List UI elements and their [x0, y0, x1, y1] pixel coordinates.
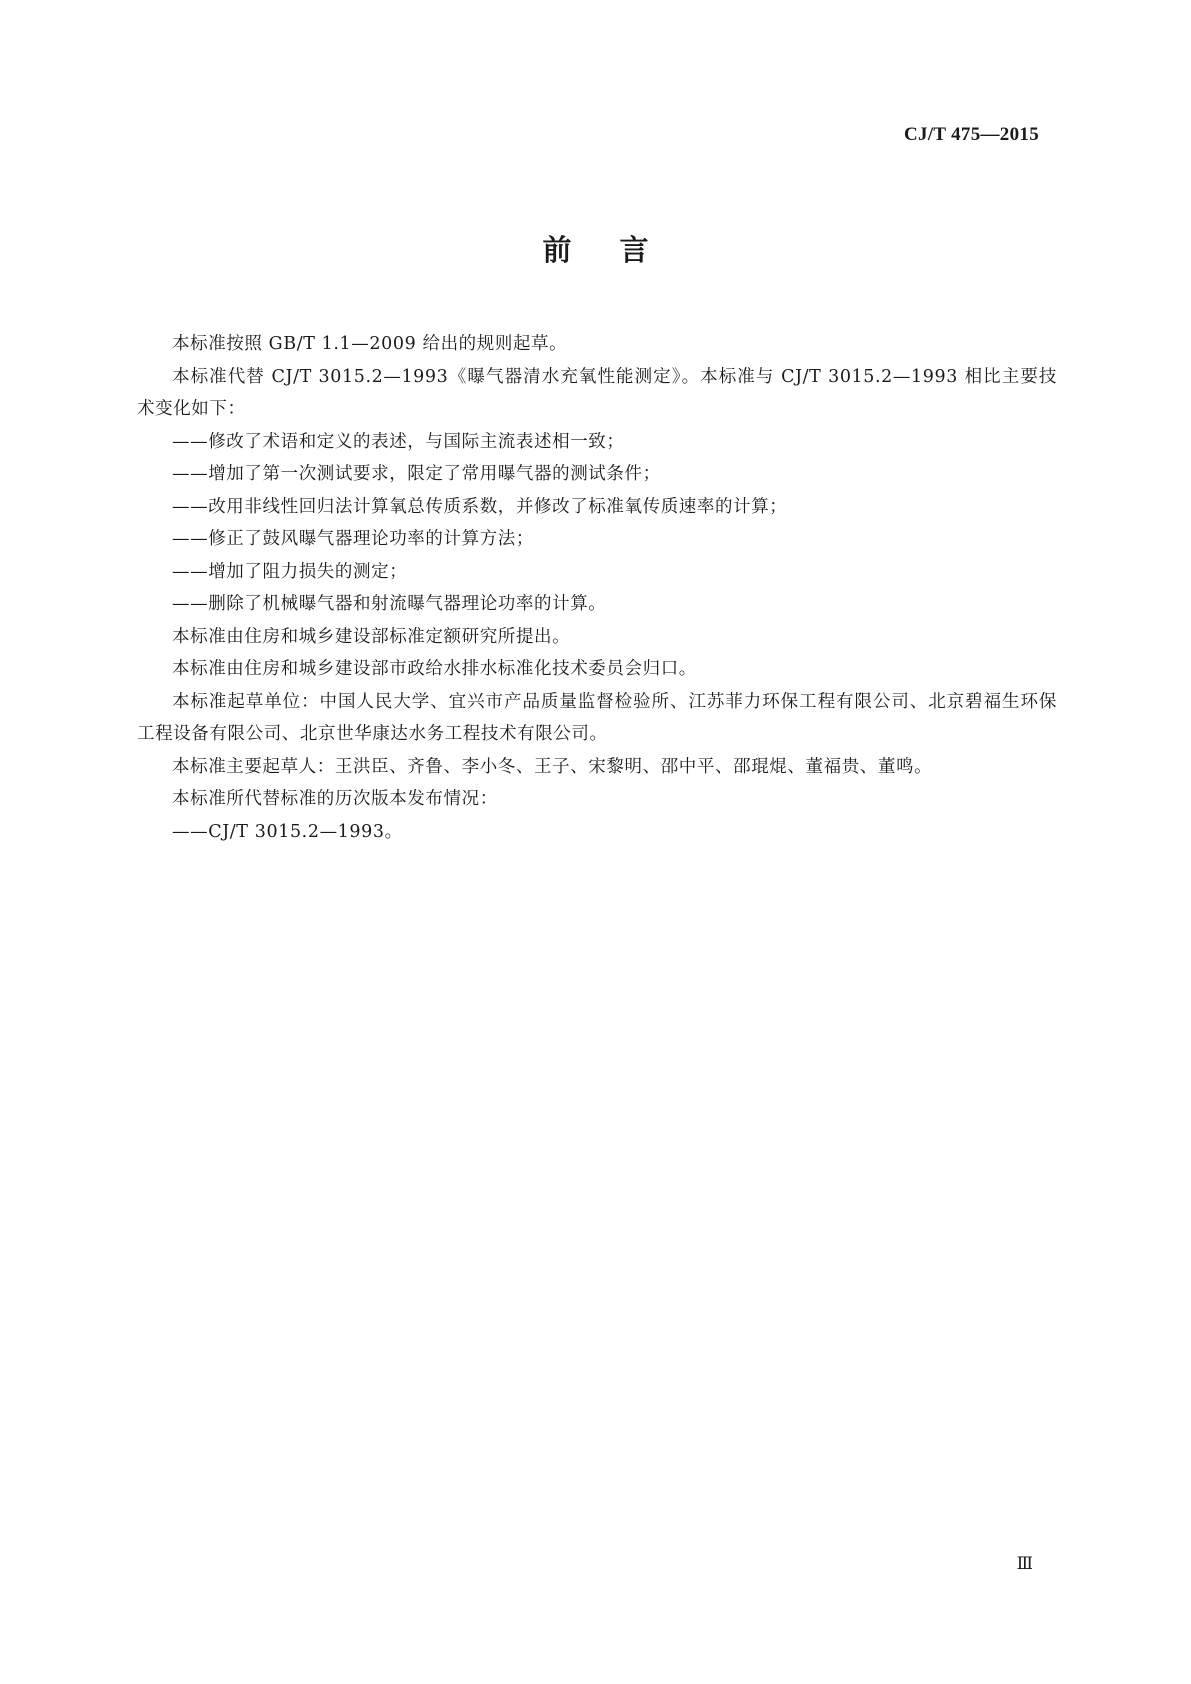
paragraph-replacement: 本标准代替 CJ/T 3015.2—1993《曝气器清水充氧性能测定》。本标准与 CJ/T 3015.2—1993 相比主要技术变化如下：	[137, 366, 1057, 419]
change-item: ——增加了第一次测试要求，限定了常用曝气器的测试条件；	[172, 464, 661, 484]
change-item: ——删除了机械曝气器和射流曝气器理论功率的计算。	[172, 594, 607, 614]
change-item: ——修改了术语和定义的表述，与国际主流表述相一致；	[172, 431, 625, 452]
paragraph-drafters: 本标准主要起草人：王洪臣、齐鲁、李小冬、王子、宋黎明、邵中平、邵琨焜、董福贵、董鸣。	[172, 756, 933, 777]
paragraph-history-intro: 本标准所代替标准的历次版本发布情况：	[172, 789, 498, 809]
change-item: ——改用非线性回归法计算氧总传质系数，并修改了标准氧传质速率的计算；	[172, 496, 788, 517]
change-item: ——修正了鼓风曝气器理论功率的计算方法；	[172, 529, 534, 549]
page-number: Ⅲ	[1016, 1554, 1033, 1573]
page-title: 前言	[542, 233, 697, 267]
standard-code: CJ/T 475—2015	[904, 124, 1039, 145]
paragraph-proposer: 本标准由住房和城乡建设部标准定额研究所提出。	[172, 626, 571, 647]
paragraph-drafting-units: 本标准起草单位：中国人民大学、宜兴市产品质量监督检验所、江苏菲力环保工程有限公司、北京碧福生环保工程设备有限公司、北京世华康达水务工程技术有限公司。	[137, 691, 1057, 744]
history-item: ——CJ/T 3015.2—1993。	[172, 821, 403, 842]
paragraph-drafting-rules: 本标准按照 GB/T 1.1—2009 给出的规则起草。	[172, 334, 568, 354]
preface-body	[137, 328, 1057, 848]
paragraph-committee: 本标准由住房和城乡建设部市政给水排水标准化技术委员会归口。	[172, 659, 697, 679]
change-item: ——增加了阻力损失的测定；	[172, 561, 408, 582]
